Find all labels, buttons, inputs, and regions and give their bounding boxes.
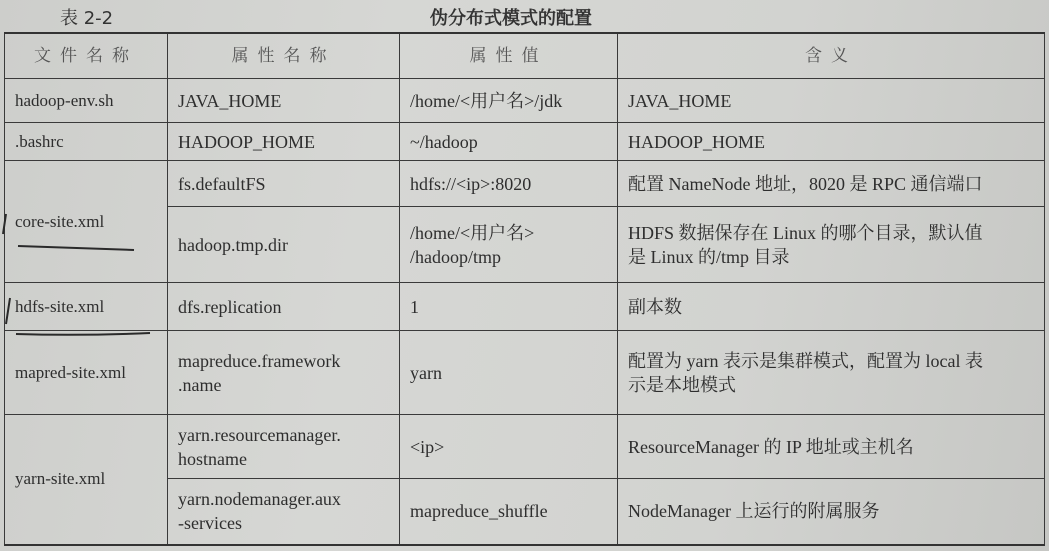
meaning-line: 是 Linux 的/tmp 目录 (628, 246, 790, 267)
header-property: 属性名称 (168, 33, 400, 79)
table-row (5, 283, 1045, 331)
table-row (5, 415, 1045, 479)
meaning-cell (618, 207, 1045, 283)
file-cell: hadoop-env.sh (5, 79, 168, 123)
property-line: mapreduce.framework (178, 350, 341, 371)
value-cell: yarn (400, 331, 618, 415)
property-line: -services (178, 513, 242, 534)
value-cell: <ip> (400, 415, 618, 479)
config-table (4, 32, 1045, 546)
header-row (5, 33, 1045, 79)
property-cell: dfs.replication (168, 283, 400, 331)
value-cell: /home/<用户名>/jdk (400, 79, 618, 123)
meaning-line: 配置为 yarn 表示是集群模式，配置为 local 表 (628, 350, 983, 371)
property-line: yarn.resourcemanager. (178, 424, 341, 445)
table-row (5, 161, 1045, 207)
file-cell: core-site.xml (5, 161, 168, 283)
meaning-cell (618, 331, 1045, 415)
meaning-cell: 副本数 (618, 283, 1045, 331)
table-number: 表 2-2 (60, 8, 114, 29)
value-cell: mapreduce_shuffle (400, 479, 618, 545)
property-line: yarn.nodemanager.aux (178, 489, 341, 510)
value-cell: 1 (400, 283, 618, 331)
meaning-line: HDFS 数据保存在 Linux 的哪个目录，默认值 (628, 222, 983, 243)
file-cell: hdfs-site.xml (5, 283, 168, 331)
property-cell: JAVA_HOME (168, 79, 400, 123)
property-cell (168, 415, 400, 479)
property-line: hostname (178, 448, 247, 469)
header-file: 文件名称 (5, 33, 168, 79)
table-title: 伪分布式模式的配置 (430, 8, 592, 29)
meaning-line: 示是本地模式 (628, 374, 736, 395)
property-cell: hadoop.tmp.dir (168, 207, 400, 283)
value-line: /home/<用户名> (410, 222, 535, 243)
table-row (5, 331, 1045, 415)
property-cell: fs.defaultFS (168, 161, 400, 207)
meaning-cell: HADOOP_HOME (618, 123, 1045, 161)
meaning-cell: NodeManager 上运行的附属服务 (618, 479, 1045, 545)
file-cell: mapred-site.xml (5, 331, 168, 415)
file-cell: yarn-site.xml (5, 415, 168, 545)
meaning-cell: 配置 NameNode 地址，8020 是 RPC 通信端口 (618, 161, 1045, 207)
meaning-cell: JAVA_HOME (618, 79, 1045, 123)
meaning-cell: ResourceManager 的 IP 地址或主机名 (618, 415, 1045, 479)
value-cell (400, 207, 618, 283)
property-line: .name (178, 374, 222, 395)
property-cell (168, 331, 400, 415)
header-value: 属性值 (400, 33, 618, 79)
property-cell (168, 479, 400, 545)
header-meaning: 含义 (618, 33, 1045, 79)
table-row (5, 79, 1045, 123)
file-cell: .bashrc (5, 123, 168, 161)
property-cell: HADOOP_HOME (168, 123, 400, 161)
table-row (5, 123, 1045, 161)
value-cell: hdfs://<ip>:8020 (400, 161, 618, 207)
value-line: /hadoop/tmp (410, 246, 501, 267)
value-cell: ~/hadoop (400, 123, 618, 161)
